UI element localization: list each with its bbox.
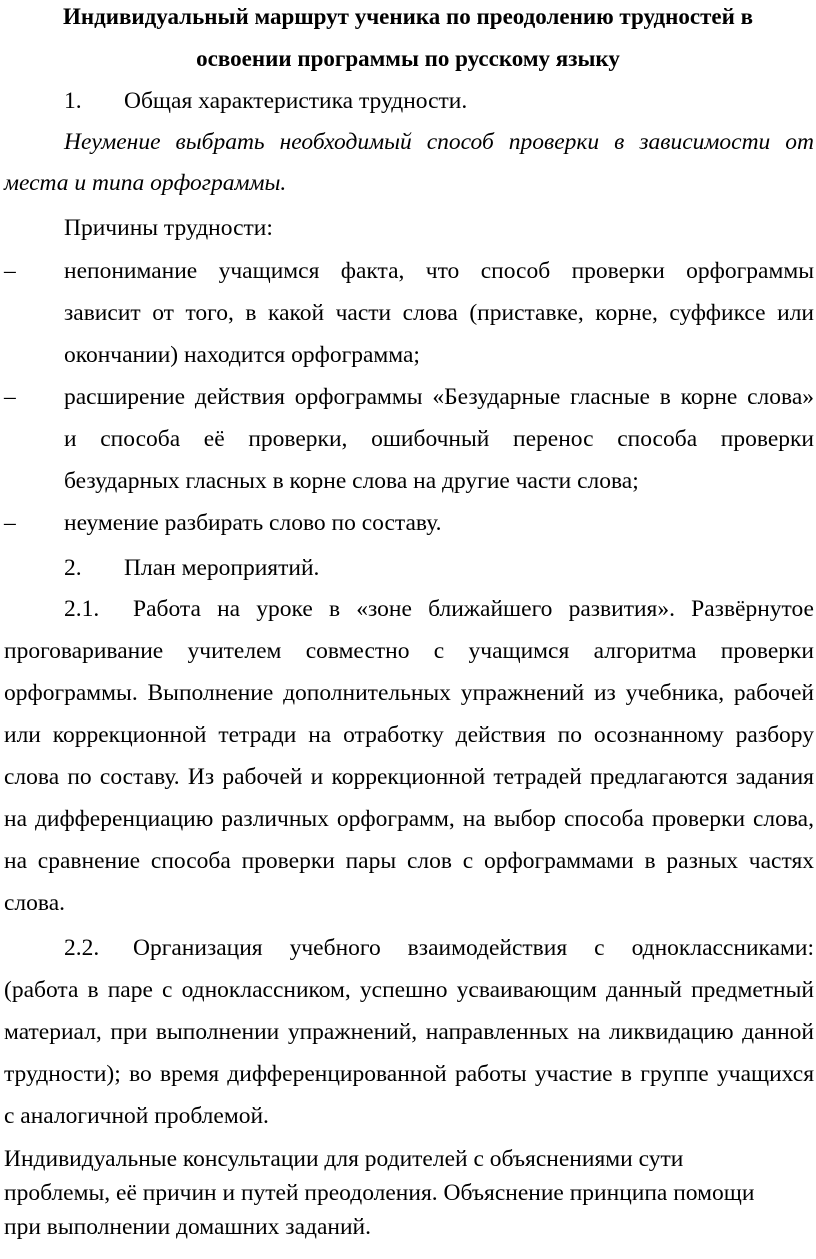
difficulty-description-line-2: места и типа орфограммы. (4, 170, 287, 196)
cause-3-line-1: неумение разбирать слово по составу. (64, 510, 442, 536)
p21-line-6: на дифференциацию различных орфограмм, на выбор способа проверки слова, (4, 806, 814, 832)
cause-2-line-1: расширение действия орфограммы «Безударные гласные в корне слова» (64, 384, 814, 410)
bullet-marker: – (4, 258, 16, 284)
cause-1-line-2: зависит от того, в какой части слова (приставке, корне, суффиксе или (64, 300, 814, 326)
p22-line-4: трудности); во время дифференцированной работы участие в группе учащихся (4, 1061, 814, 1087)
p21-line-8: слова. (4, 890, 65, 916)
cause-1-line-1: непонимание учащимся факта, что способ проверки орфограммы (64, 258, 814, 284)
cause-2-line-2: и способа её проверки, ошибочный перенос способа проверки (64, 426, 814, 452)
section-2-number: 2. (64, 555, 82, 581)
p21-line-4: или коррекционной тетради на отработку действия по осознанному разбору (4, 722, 814, 748)
p22-line-5: с аналогичной проблемой. (4, 1103, 269, 1129)
section-1-heading: Общая характеристика трудности. (124, 88, 468, 114)
p22-line-3: материал, при выполнении упражнений, направленных на ликвидацию данной (4, 1019, 814, 1045)
bullet-marker: – (4, 384, 16, 410)
p21-line-2: проговаривание учителем совместно с учащимся алгоритма проверки (4, 638, 814, 664)
p23-line-2: проблемы, её причин и путей преодоления. Объяснение принципа помощи (4, 1180, 755, 1206)
document-title-line-2: освоении программы по русскому языку (196, 46, 620, 71)
difficulty-description-line-1: Неумение выбрать необходимый способ проверки в зависимости от (64, 129, 814, 155)
cause-2-line-3: безударных гласных в корне слова на другие части слова; (64, 468, 639, 494)
p22-line-1: Организация учебного взаимодействия с одноклассниками: (133, 935, 814, 961)
section-2-heading: План мероприятий. (124, 555, 320, 581)
p21-line-7: на сравнение способа проверки пары слов с орфограммами в разных частях (4, 848, 814, 874)
p21-line-3: орфограммы. Выполнение дополнительных упражнений из учебника, рабочей (4, 680, 814, 706)
p21-line-5: слова по составу. Из рабочей и коррекционной тетрадей предлагаются задания (4, 764, 814, 790)
document-title-line-1: Индивидуальный маршрут ученика по преодолению трудностей в (62, 4, 754, 29)
p23-line-1: Индивидуальные консультации для родителей с объяснениями сути (4, 1146, 684, 1172)
p22-line-2: (работа в паре с одноклассником, успешно усваивающим данный предметный (4, 977, 814, 1003)
p21-line-1: Работа на уроке в «зоне ближайшего развития». Развёрнутое (133, 596, 814, 622)
cause-1-line-3: окончании) находится орфограмма; (64, 342, 420, 368)
section-1-number: 1. (64, 88, 82, 114)
causes-heading: Причины трудности: (64, 215, 273, 241)
bullet-marker: – (4, 510, 16, 536)
p23-line-3: при выполнении домашних заданий. (4, 1214, 371, 1240)
subsection-2-1-number: 2.1. (64, 596, 100, 622)
subsection-2-2-number: 2.2. (64, 935, 100, 961)
